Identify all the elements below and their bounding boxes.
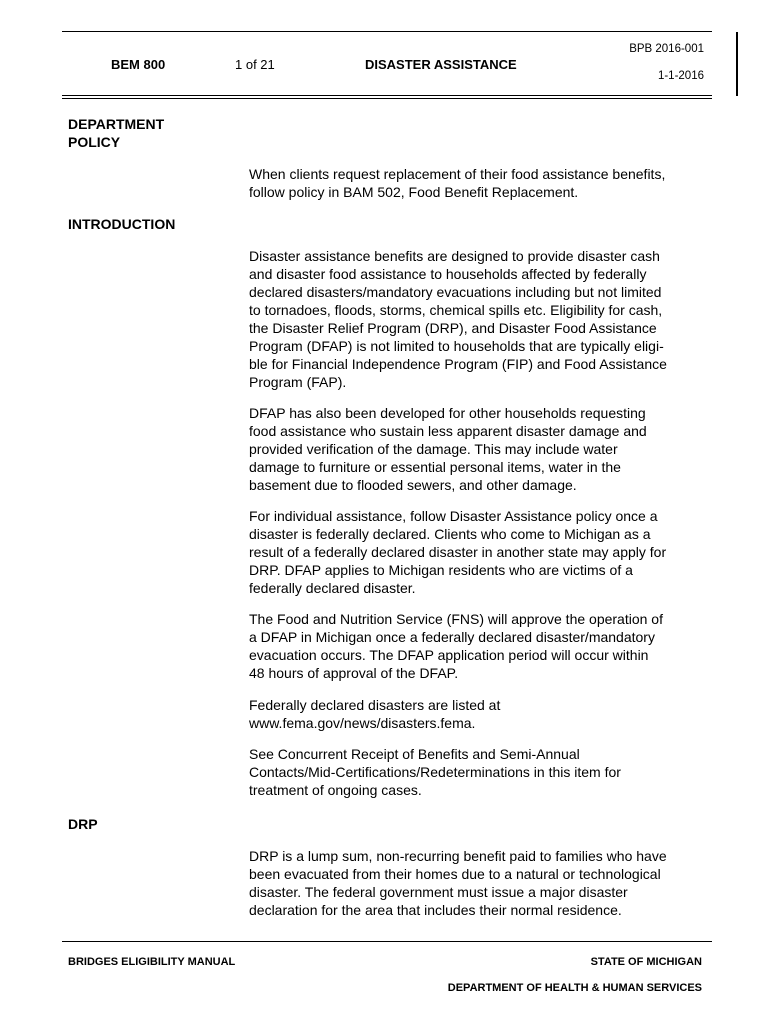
paragraph-introduction-1	[249, 247, 711, 391]
paragraph-department-policy	[249, 165, 711, 201]
text-line: disaster. The federal government must issue a major disaster	[249, 884, 628, 900]
paragraph-introduction-5	[249, 696, 711, 732]
header-change-bar	[736, 32, 738, 96]
paragraph-introduction-3	[249, 507, 711, 597]
text-line: treatment of ongoing cases.	[249, 782, 422, 798]
text-line: follow policy in BAM 502, Food Benefit Replacement.	[249, 184, 579, 200]
header-top-rule	[62, 31, 712, 32]
footer-manual-name: BRIDGES ELIGIBILITY MANUAL	[68, 956, 236, 968]
text-line: Disaster assistance benefits are designed to provide disaster cash	[249, 248, 660, 264]
paragraph-introduction-6	[249, 745, 711, 799]
text-line: a DFAP in Michigan once a federally declared disaster/mandatory	[249, 629, 655, 645]
footer-rule	[62, 941, 712, 942]
text-line: 48 hours of approval of the DFAP.	[249, 665, 459, 681]
text-line: Contacts/Mid-Certifications/Redeterminations in this item for	[249, 764, 621, 780]
text-line: See Concurrent Receipt of Benefits and Semi-Annual	[249, 746, 580, 762]
section-heading-department-policy	[68, 115, 164, 151]
paragraph-introduction-4	[249, 610, 711, 682]
text-line: evacuation occurs. The DFAP application period will occur within	[249, 647, 649, 663]
document-title: DISASTER ASSISTANCE	[365, 57, 517, 72]
paragraph-introduction-2	[249, 404, 711, 494]
heading-line: POLICY	[68, 134, 121, 150]
text-line: federally declared disaster.	[249, 580, 416, 596]
text-line: DRP is a lump sum, non-recurring benefit paid to families who have	[249, 848, 667, 864]
footer-department: DEPARTMENT OF HEALTH & HUMAN SERVICES	[447, 982, 702, 994]
text-line: DFAP has also been developed for other households requesting	[249, 405, 646, 421]
link-fema-disasters[interactable]: www.fema.gov/news/disasters.fema.	[249, 715, 476, 731]
bulletin-number: BPB 2016-001	[629, 43, 704, 55]
text-line: been evacuated from their homes due to a natural or technological	[249, 866, 661, 882]
heading-line: DEPARTMENT	[68, 116, 165, 132]
text-line: When clients request replacement of their food assistance benefits,	[249, 166, 666, 182]
text-line: ble for Financial Independence Program (FIP) and Food Assistance	[249, 356, 667, 372]
text-line: result of a federally declared disaster in another state may apply for	[249, 544, 667, 560]
text-line: to tornadoes, floods, storms, chemical spills etc. Eligibility for cash,	[249, 302, 663, 318]
text-line: and disaster food assistance to households affected by federally	[249, 266, 647, 282]
text-line: declared disasters/mandatory evacuations including but not limited	[249, 284, 662, 300]
section-heading-introduction: INTRODUCTION	[68, 216, 176, 232]
text-line: the Disaster Relief Program (DRP), and Disaster Food Assistance	[249, 320, 657, 336]
text-line: disaster is federally declared. Clients who come to Michigan as a	[249, 526, 651, 542]
text-line: damage to furniture or essential personal items, water in the	[249, 459, 621, 475]
text-line: DRP. DFAP applies to Michigan residents who are victims of a	[249, 562, 633, 578]
section-heading-drp: DRP	[68, 816, 98, 832]
text-line: The Food and Nutrition Service (FNS) will approve the operation of	[249, 611, 663, 627]
effective-date: 1-1-2016	[657, 70, 704, 82]
header-bottom-rule-2	[62, 98, 712, 99]
text-line: food assistance who sustain less apparent disaster damage and	[249, 423, 647, 439]
manual-code: BEM 800	[111, 57, 166, 72]
text-line: declaration for the area that includes their normal residence.	[249, 902, 622, 918]
text-line: basement due to flooded sewers, and other damage.	[249, 477, 577, 493]
text-line: Federally declared disasters are listed at	[249, 697, 501, 713]
text-line: provided verification of the damage. This may include water	[249, 441, 618, 457]
page-info: 1 of 21	[235, 57, 275, 72]
header-bottom-rule-1	[62, 95, 712, 96]
text-line: For individual assistance, follow Disaster Assistance policy once a	[249, 508, 658, 524]
footer-state: STATE OF MICHIGAN	[590, 956, 702, 968]
text-line: Program (FAP).	[249, 374, 347, 390]
text-line: Program (DFAP) is not limited to households that are typically eligi-	[249, 338, 664, 354]
paragraph-drp-1	[249, 847, 711, 919]
